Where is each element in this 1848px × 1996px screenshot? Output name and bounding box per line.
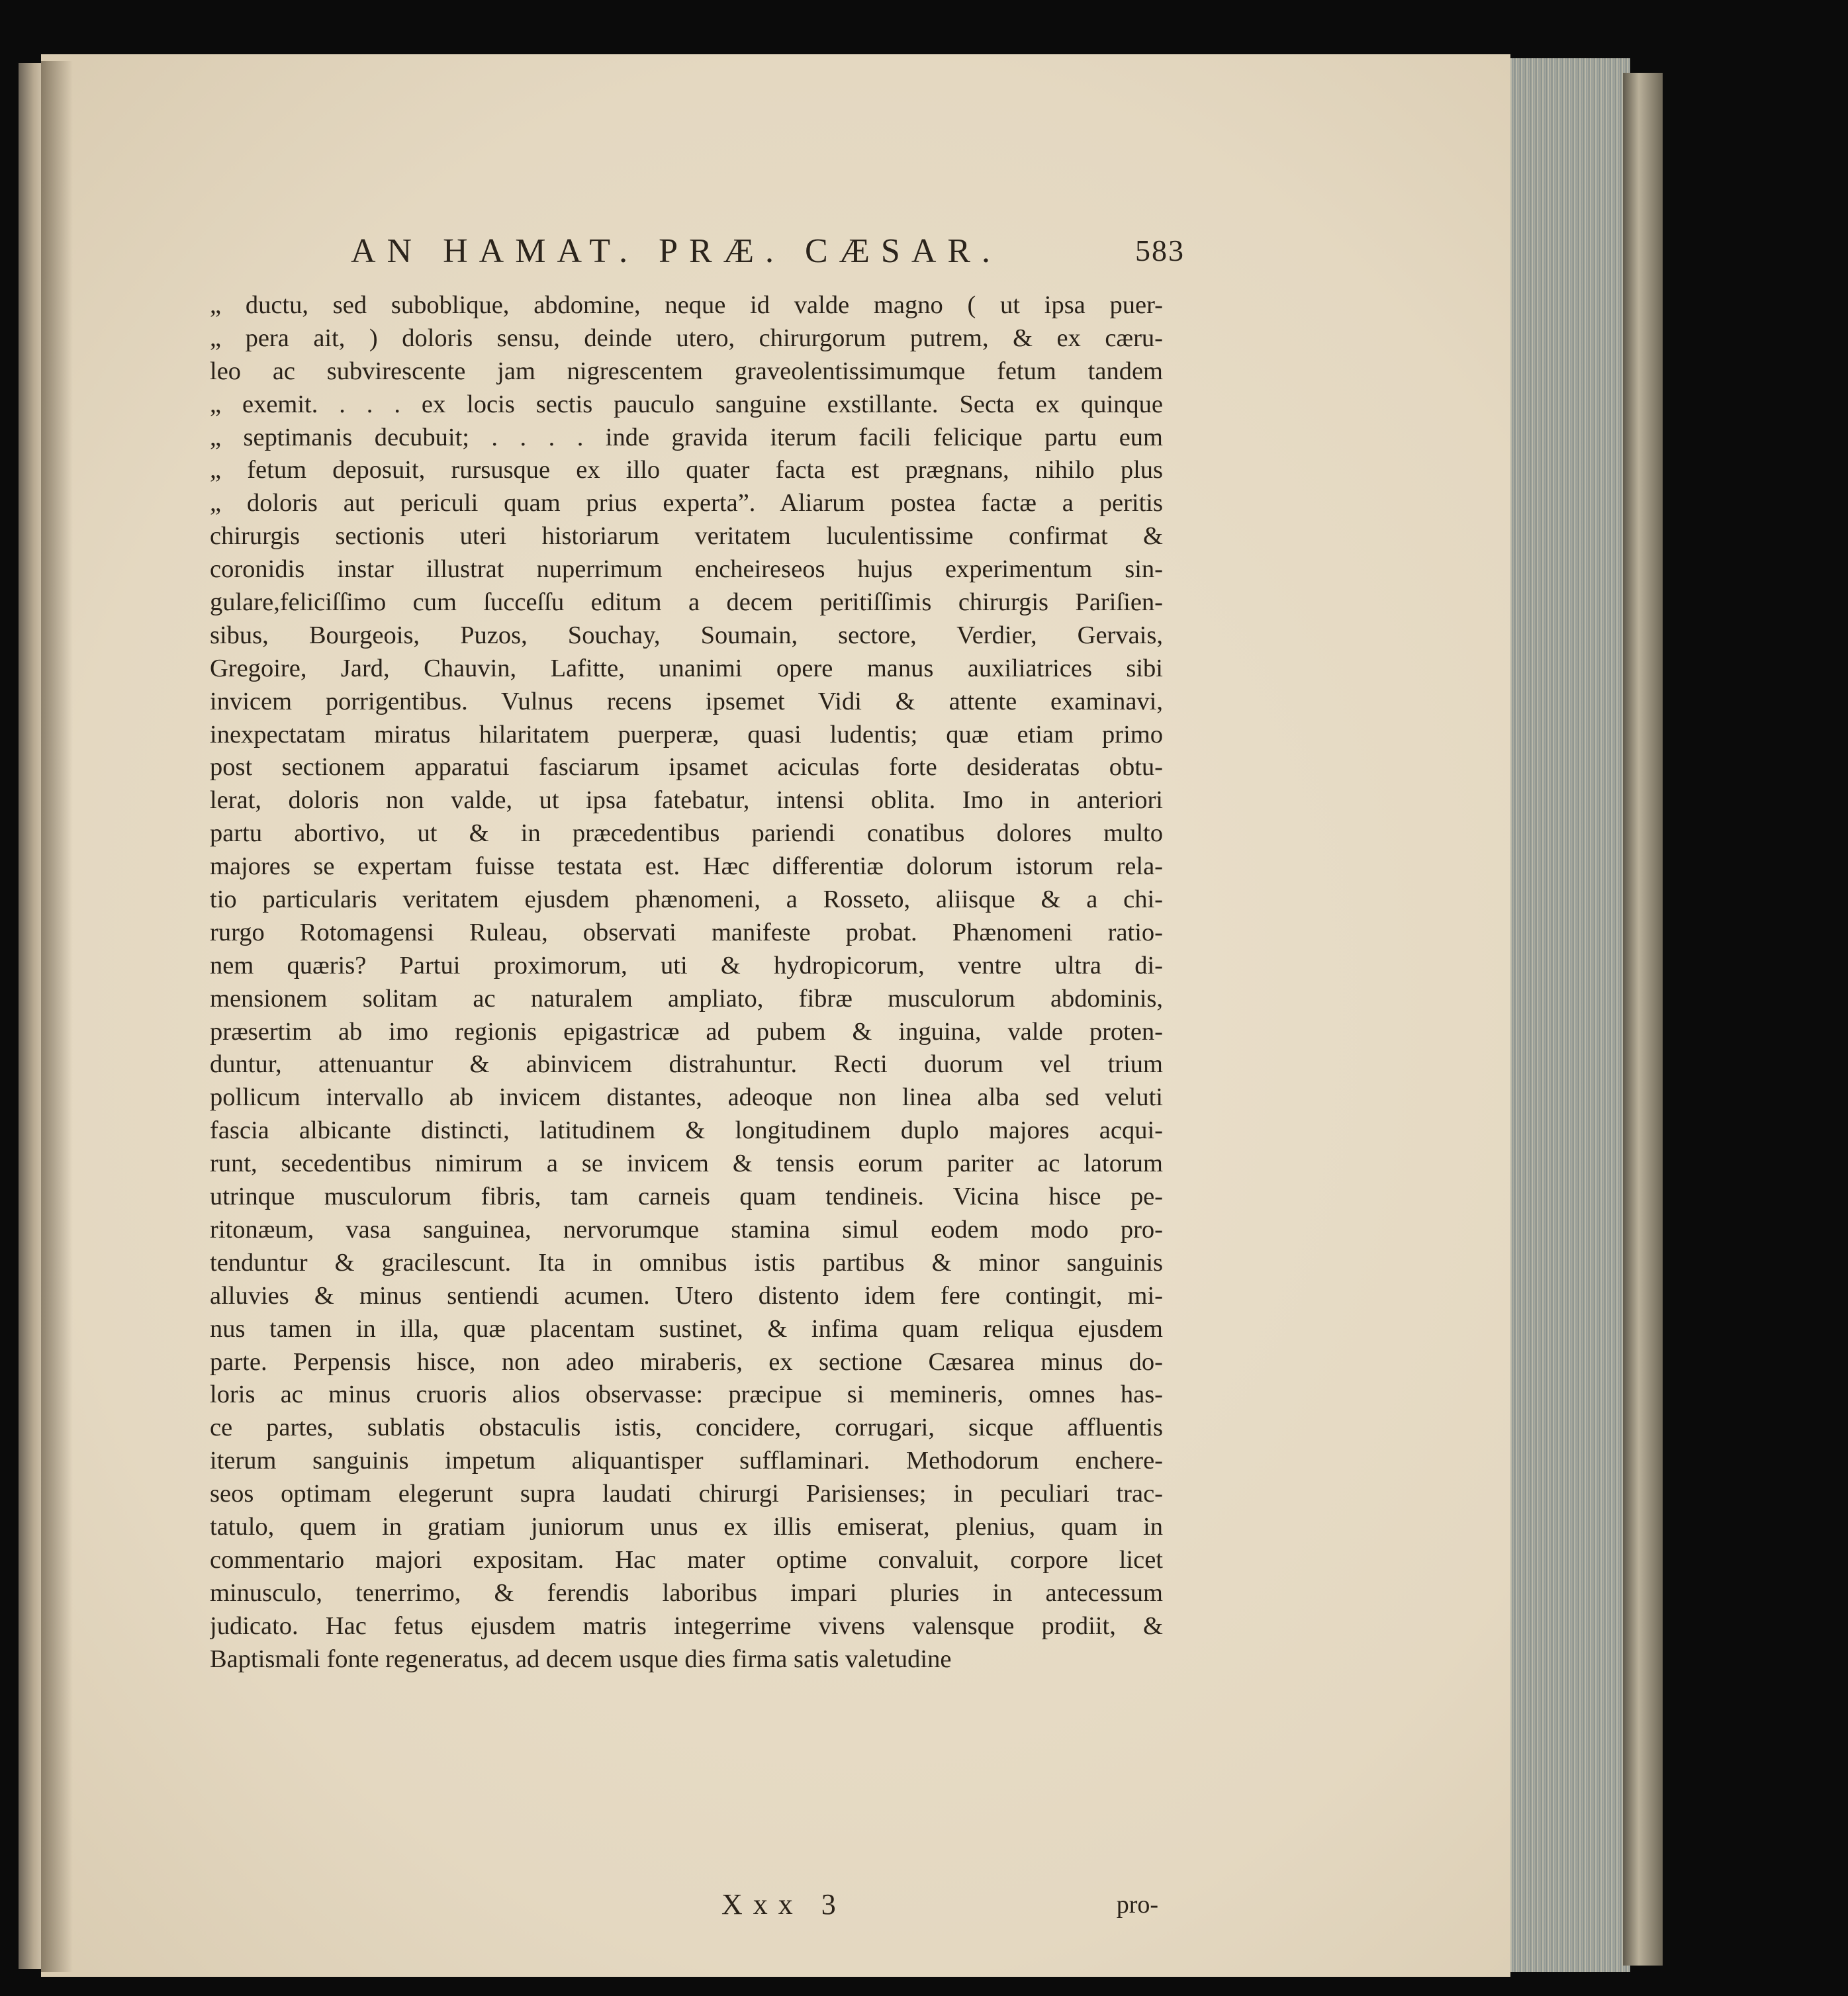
text-line: coronidis instar illustrat nuperrimum encheireseos hujus experimentum sin- — [210, 555, 1163, 584]
text-line: chirurgis sectionis uteri historiarum veritatem luculentissime confirmat & — [210, 522, 1163, 551]
text-line: „ doloris aut periculi quam prius experta”. Aliarum postea factæ a peritis — [210, 489, 1163, 518]
text-line: ritonæum, vasa sanguinea, nervorumque stamina simul eodem modo pro- — [210, 1215, 1163, 1244]
running-head: AN HAMAT. PRÆ. CÆSAR. — [351, 232, 1002, 270]
text-line: ce partes, sublatis obstaculis istis, concidere, corrugari, sicque affluentis — [210, 1414, 1163, 1442]
text-line: inexpectatam miratus hilaritatem puerperæ, quasi ludentis; quæ etiam primo — [210, 720, 1163, 748]
signature-mark: Xxx 3 — [721, 1888, 847, 1921]
text-line: rurgo Rotomagensi Ruleau, observati manifeste probat. Phænomeni ratio- — [210, 918, 1163, 946]
text-line: tio particularis veritatem ejusdem phænomeni, a Rosseto, aliisque & a chi- — [210, 885, 1163, 914]
text-line: majores se expertam fuisse testata est. Hæc differentiæ dolorum istorum rela- — [210, 852, 1163, 881]
book-page — [41, 54, 1510, 1977]
text-line: duntur, attenuantur & abinvicem distrahuntur. Recti duorum vel trium — [210, 1050, 1163, 1079]
text-line: commentario majori expositam. Hac mater optime convaluit, corpore licet — [210, 1545, 1163, 1574]
text-line: gulare,feliciſſimo cum ſucceſſu editum a decem peritiſſimis chirurgis Pariſien- — [210, 588, 1163, 617]
text-line: judicato. Hac fetus ejusdem matris integerrime vivens valensque prodiit, & — [210, 1611, 1163, 1640]
text-line: „ fetum deposuit, rursusque ex illo quater facta est prægnans, nihilo plus — [210, 456, 1163, 484]
text-line: tenduntur & gracilescunt. Ita in omnibus istis partibus & minor sanguinis — [210, 1248, 1163, 1277]
text-line: leo ac subvirescente jam nigrescentem graveolentissimumque fetum tandem — [210, 357, 1163, 385]
text-line: seos optimam elegerunt supra laudati chirurgi Parisienses; in peculiari trac- — [210, 1480, 1163, 1508]
text-line: minusculo, tenerrimo, & ferendis laboribus impari pluries in antecessum — [210, 1578, 1163, 1607]
text-line: præsertim ab imo regionis epigastricæ ad pubem & inguina, valde proten- — [210, 1017, 1163, 1046]
text-line: „ septimanis decubuit; . . . . inde gravida iterum facili felicique partu eum — [210, 423, 1163, 451]
catchword: pro- — [1116, 1891, 1158, 1919]
gutter-shadow — [41, 61, 73, 1972]
text-line: nem quæris? Partui proximorum, uti & hydropicorum, ventre ultra di- — [210, 951, 1163, 979]
body-text — [210, 289, 1163, 1676]
text-line: „ pera ait, ) doloris sensu, deinde utero, chirurgorum putrem, & ex cæru- — [210, 324, 1163, 352]
page-header — [351, 232, 1185, 278]
text-line: lerat, doloris non valde, ut ipsa fatebatur, intensi oblita. Imo in anteriori — [210, 786, 1163, 815]
text-line: partu abortivo, ut & in præcedentibus pariendi conatibus dolores multo — [210, 819, 1163, 848]
page-block-fore-edge — [1506, 58, 1630, 1972]
text-line: fascia albicante distincti, latitudinem & longitudinem duplo majores acqui- — [210, 1116, 1163, 1145]
text-line: tatulo, quem in gratiam juniorum unus ex illis emiserat, plenius, quam in — [210, 1512, 1163, 1541]
text-line: pollicum intervallo ab invicem distantes, adeoque non linea alba sed veluti — [210, 1083, 1163, 1112]
text-line: nus tamen in illa, quæ placentam sustinet, & infima quam reliqua ejusdem — [210, 1314, 1163, 1343]
text-line: Gregoire, Jard, Chauvin, Lafitte, unanimi opere manus auxiliatrices sibi — [210, 654, 1163, 682]
text-line: post sectionem apparatui fasciarum ipsamet aciculas forte desideratas obtu- — [210, 753, 1163, 782]
page-footer — [721, 1887, 1158, 1930]
text-line: parte. Perpensis hisce, non adeo miraberis, ex sectione Cæsarea minus do- — [210, 1347, 1163, 1376]
text-line: mensionem solitam ac naturalem ampliato, fibræ musculorum abdominis, — [210, 984, 1163, 1013]
text-line: iterum sanguinis impetum aliquantisper sufflaminari. Methodorum enchere- — [210, 1447, 1163, 1475]
text-line: alluvies & minus sentiendi acumen. Utero distento idem fere contingit, mi- — [210, 1281, 1163, 1310]
book-cover-edge — [1623, 73, 1663, 1966]
text-line: loris ac minus cruoris alios observasse: præcipue si memineris, omnes has- — [210, 1381, 1163, 1409]
text-line: runt, secedentibus nimirum a se invicem & tensis eorum pariter ac latorum — [210, 1150, 1163, 1178]
text-line: Baptismali fonte regeneratus, ad decem usque dies firma satis valetudine — [210, 1645, 952, 1673]
page-number: 583 — [1135, 234, 1185, 267]
text-line: invicem porrigentibus. Vulnus recens ipsemet Vidi & attente examinavi, — [210, 687, 1163, 715]
text-line: „ ductu, sed suboblique, abdomine, neque id valde magno ( ut ipsa puer- — [210, 291, 1163, 319]
text-line: sibus, Bourgeois, Puzos, Souchay, Soumain, sectore, Verdier, Gervais, — [210, 621, 1163, 649]
text-line: „ exemit. . . . ex locis sectis pauculo sanguine exstillante. Secta ex quinque — [210, 390, 1163, 418]
text-line: utrinque musculorum fibris, tam carneis quam tendineis. Vicina hisce pe- — [210, 1183, 1163, 1211]
